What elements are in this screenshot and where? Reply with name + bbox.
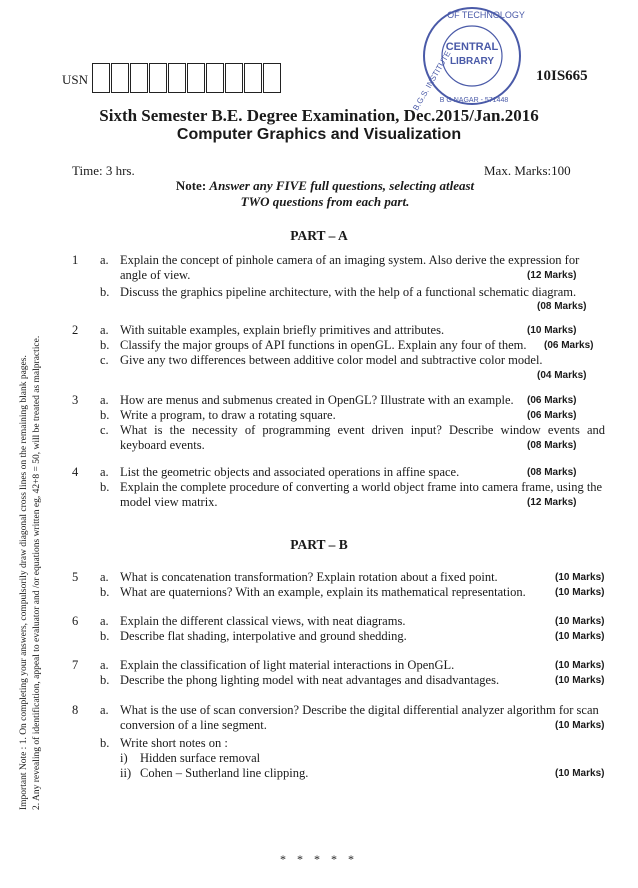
- seal-left: B.G.S. INSTITUTE: [412, 49, 453, 113]
- sub-item-text: Cohen – Sutherland line clipping.: [140, 766, 309, 780]
- question-marks: (08 Marks): [527, 440, 577, 451]
- sub-item-label: i): [120, 751, 128, 765]
- question-marks: (10 Marks): [555, 631, 605, 642]
- max-marks: Max. Marks:100: [484, 163, 571, 178]
- question-marks: (12 Marks): [527, 270, 577, 281]
- question-marks: (04 Marks): [537, 370, 587, 381]
- sub-item-text: Hidden surface removal: [140, 751, 261, 765]
- sub-label: c.: [100, 423, 109, 437]
- question-marks: (10 Marks): [555, 660, 605, 671]
- question-marks: (06 Marks): [527, 410, 577, 421]
- note-label: Note:: [175, 178, 207, 193]
- question-number: 5: [72, 570, 79, 584]
- seal-top: OF TECHNOLOGY: [447, 10, 525, 20]
- question-number: 8: [72, 703, 79, 717]
- question-number: 4: [72, 465, 79, 479]
- question-text: Explain the complete procedure of converting a world object frame into camera frame, using the model view matrix.: [120, 480, 603, 509]
- question-text: Explain the different classical views, with neat diagrams.: [120, 614, 406, 628]
- question-text: Explain the classification of light material interactions in OpenGL.: [120, 658, 455, 672]
- question-text: How are menus and submenus created in OpenGL? Illustrate with an example.: [120, 393, 514, 407]
- question-marks: (06 Marks): [544, 340, 594, 351]
- library-seal: [412, 4, 532, 119]
- question-number: 2: [72, 323, 79, 337]
- question-text: Explain the concept of pinhole camera of an imaging system. Also derive the expression for angle of view.: [120, 253, 580, 282]
- question-marks: (10 Marks): [555, 768, 605, 779]
- end-marker: * * * * *: [280, 852, 358, 866]
- sub-label: a.: [100, 323, 109, 337]
- usn-digit-box: [130, 63, 148, 93]
- sub-label: c.: [100, 353, 109, 367]
- usn-digit-box: [206, 63, 224, 93]
- usn-digit-box: [111, 63, 129, 93]
- question-marks: (12 Marks): [527, 497, 577, 508]
- sub-label: b.: [100, 285, 110, 299]
- time-allowed: Time: 3 hrs.: [72, 163, 135, 178]
- exam-title: Sixth Semester B.E. Degree Examination, Dec.2015/Jan.2016: [99, 106, 539, 125]
- question-number: 3: [72, 393, 79, 407]
- question-text: With suitable examples, explain briefly primitives and attributes.: [120, 323, 445, 337]
- sub-label: a.: [100, 253, 109, 267]
- question-text: What is the necessity of programming event driven input? Describe window events and keyboard events.: [120, 423, 605, 452]
- sub-label: a.: [100, 658, 109, 672]
- question-text: What is the use of scan conversion? Describe the digital differential analyzer algorithm for scan conversion of a line segment.: [120, 703, 599, 732]
- sub-label: a.: [100, 614, 109, 628]
- sub-item-label: ii): [120, 766, 132, 780]
- sub-label: b.: [100, 338, 110, 352]
- side-note-line-1: Important Note : 1. On completing your answers, compulsorily draw diagonal cross lines on the remaining blank pages.: [19, 355, 29, 810]
- usn-digit-box: [244, 63, 262, 93]
- usn-digit-box: [187, 63, 205, 93]
- seal-bottom: B G NAGAR - 571448: [439, 97, 509, 104]
- question-marks: (10 Marks): [555, 675, 605, 686]
- paper-code: 10IS665: [536, 68, 588, 84]
- question-text: Describe flat shading, interpolative and ground shedding.: [120, 629, 407, 643]
- note-text: Answer any FIVE full questions, selecting atleast TWO questions from each part.: [209, 178, 475, 209]
- question-text: What are quaternions? With an example, explain its mathematical representation.: [120, 585, 526, 599]
- sub-label: b.: [100, 629, 110, 643]
- side-note-line-2: 2. Any revealing of identification, appeal to evaluator and /or equations written eg, 42+8 = 50, will be treated as malpractice.: [32, 335, 42, 810]
- question-text: What is concatenation transformation? Explain rotation about a fixed point.: [120, 570, 498, 584]
- sub-label: b.: [100, 408, 110, 422]
- seal-stamp-icon: [412, 4, 532, 114]
- question-text: Write short notes on :: [120, 736, 228, 750]
- sub-label: a.: [100, 570, 109, 584]
- question-number: 1: [72, 253, 79, 267]
- usn-label: USN: [62, 72, 89, 87]
- question-marks: (10 Marks): [555, 720, 605, 731]
- question-marks: (08 Marks): [527, 467, 577, 478]
- question-text: Describe the phong lighting model with neat advantages and disadvantages.: [120, 673, 500, 687]
- seal-center-1: CENTRAL: [445, 41, 499, 53]
- seal-center-2: LIBRARY: [449, 56, 495, 67]
- question-marks: (10 Marks): [527, 325, 577, 336]
- usn-digit-box: [149, 63, 167, 93]
- subject-title: Computer Graphics and Visualization: [176, 126, 462, 143]
- question-marks: (10 Marks): [555, 587, 605, 598]
- usn-digit-box: [225, 63, 243, 93]
- sub-label: a.: [100, 703, 109, 717]
- question-text: Classify the major groups of API functions in openGL. Explain any four of them.: [120, 338, 527, 352]
- question-text: Write a program, to draw a rotating square.: [120, 408, 336, 422]
- sub-label: b.: [100, 585, 110, 599]
- question-text: Give any two differences between additive color model and subtractive color model.: [120, 353, 543, 367]
- question-marks: (10 Marks): [555, 616, 605, 627]
- part-a-title: PART – A: [290, 228, 348, 243]
- sub-label: a.: [100, 393, 109, 407]
- sub-label: b.: [100, 480, 110, 494]
- usn-digit-box: [168, 63, 186, 93]
- question-marks: (10 Marks): [555, 572, 605, 583]
- part-b-title: PART – B: [290, 537, 348, 552]
- question-number: 6: [72, 614, 79, 628]
- sub-label: b.: [100, 673, 110, 687]
- question-number: 7: [72, 658, 79, 672]
- question-text: Discuss the graphics pipeline architecture, with the help of a functional schematic diagram.: [120, 285, 577, 299]
- usn-boxes: [92, 63, 282, 93]
- usn-digit-box: [263, 63, 281, 93]
- sub-label: a.: [100, 465, 109, 479]
- question-text: List the geometric objects and associated operations in affine space.: [120, 465, 460, 479]
- question-marks: (08 Marks): [537, 301, 587, 312]
- sub-label: b.: [100, 736, 110, 750]
- question-marks: (06 Marks): [527, 395, 577, 406]
- instructions-note: [160, 178, 490, 210]
- usn-digit-box: [92, 63, 110, 93]
